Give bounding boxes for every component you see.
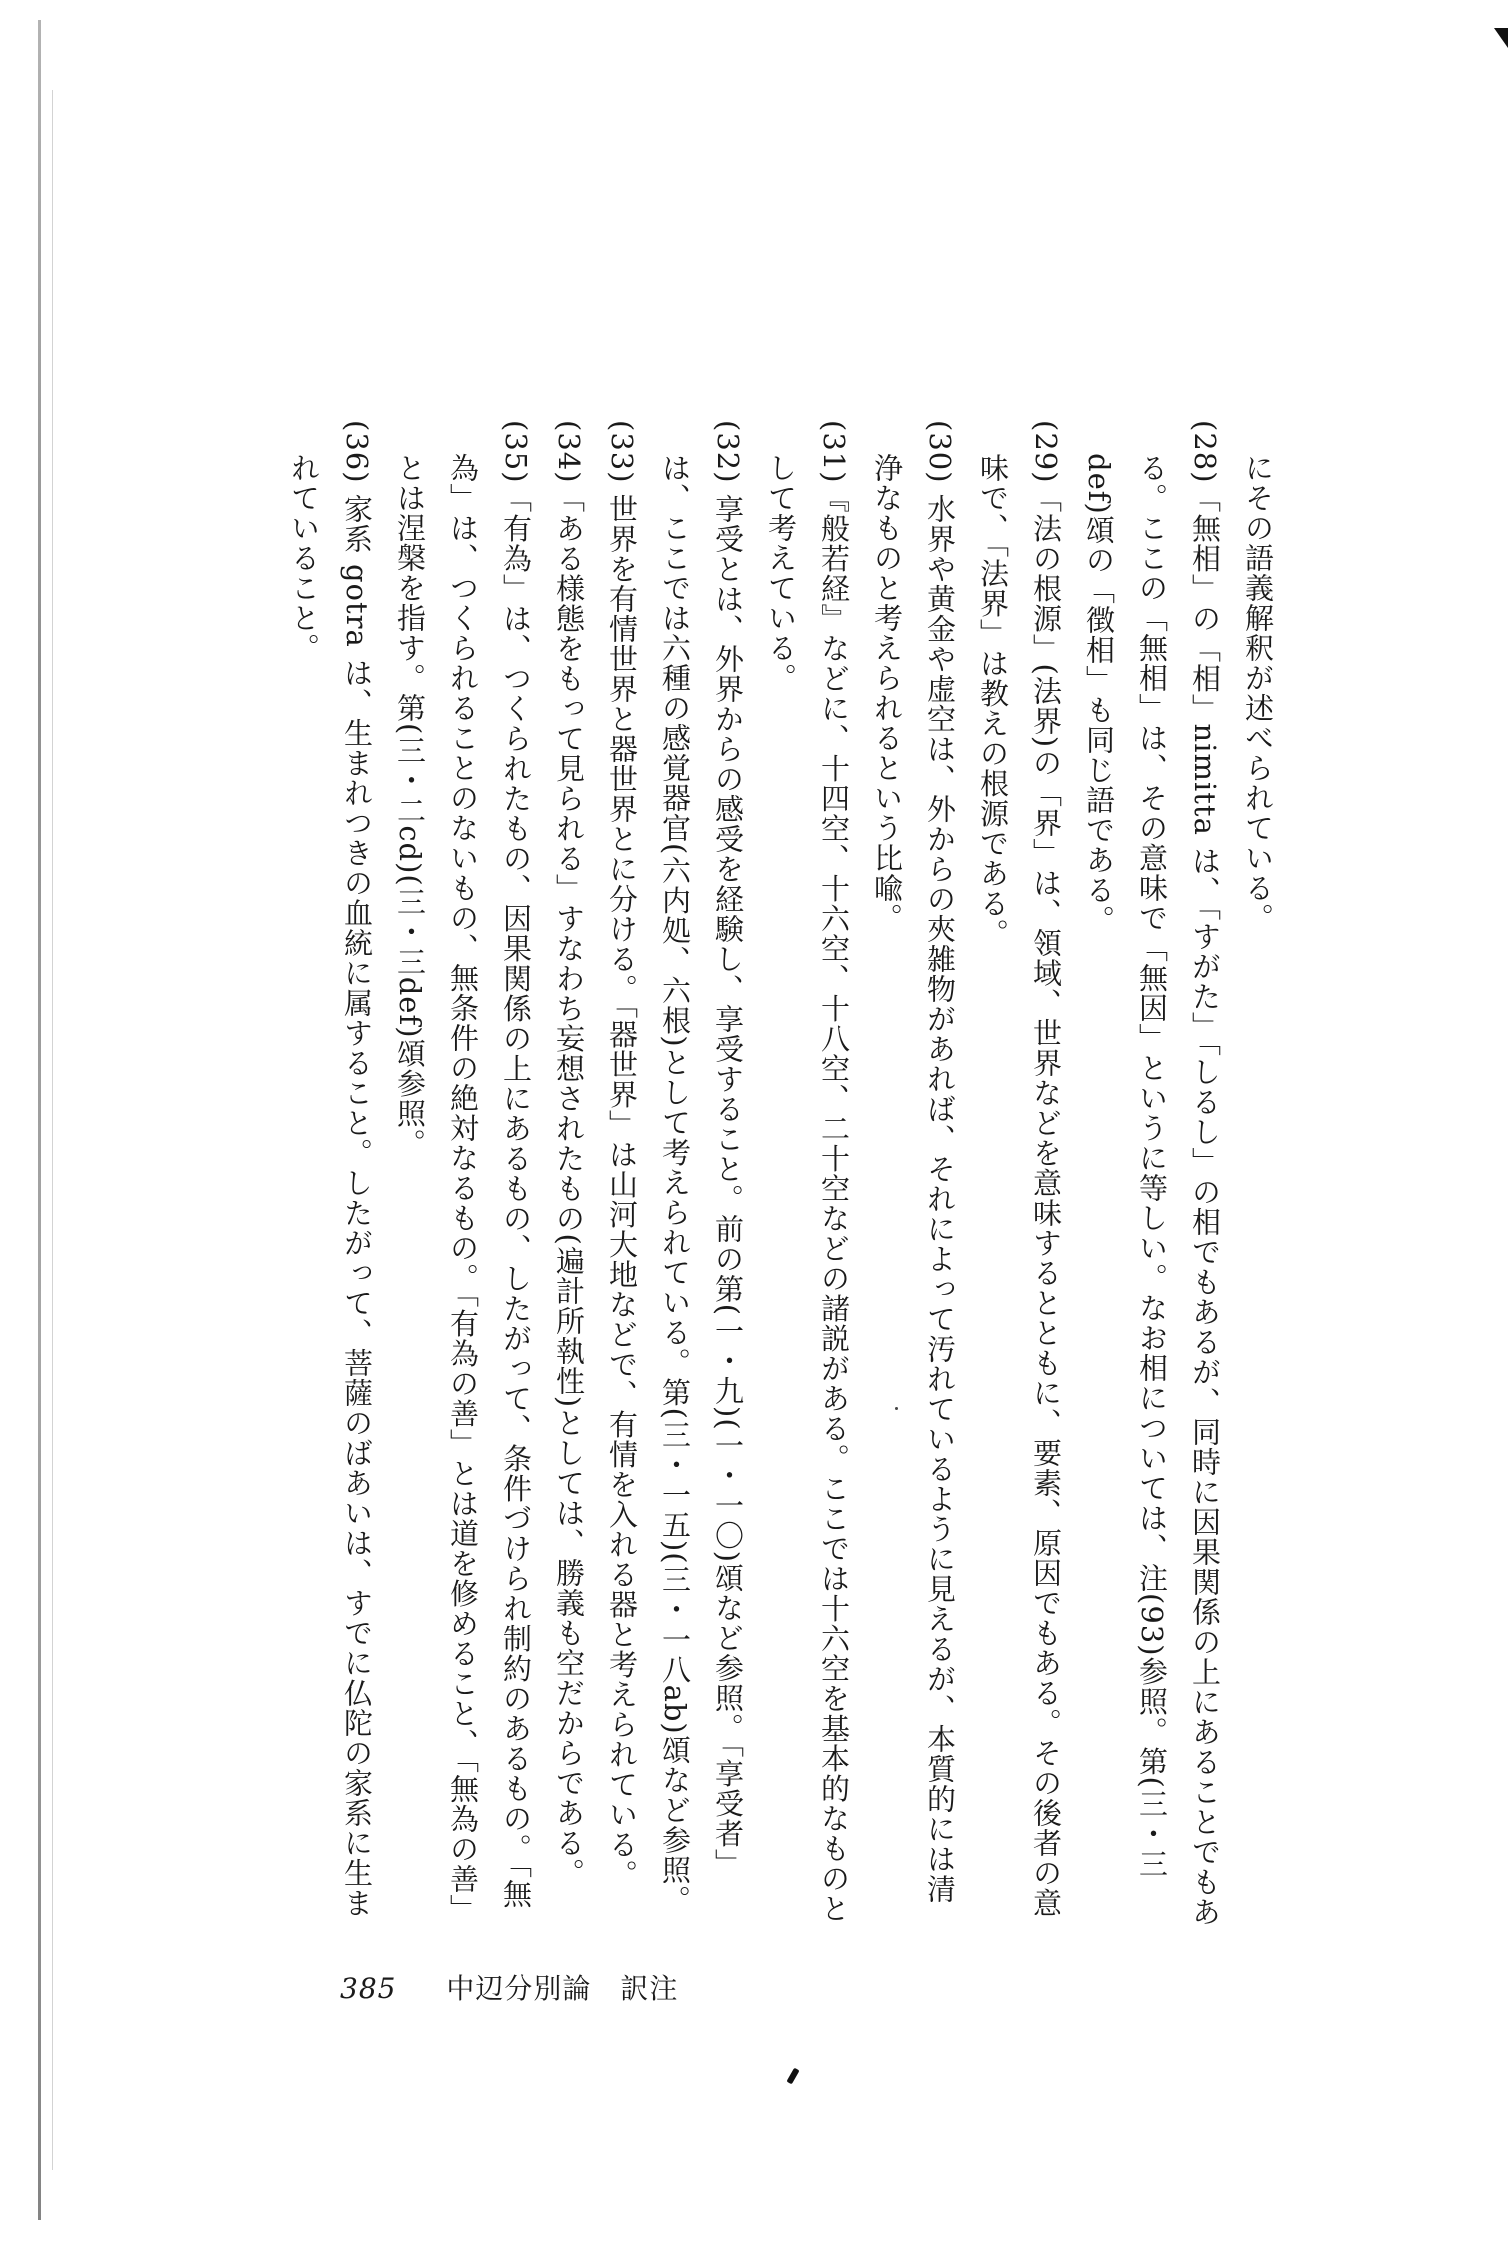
book-binding-edge [52,90,53,2170]
corner-mark-icon [1494,28,1508,48]
note-28: (28)「無相」の「相」nimitta は、「すがた」「しるし」の相でもあるが、同時に因果関係の上にあることでもある。ここの「無相」は、その意味で「無因」というに等しい。なお相については、注(93)参照。第(三・三def)頌の「徴相」も同じ語である。 [1082,420,1222,1928]
scan-dot [895,1407,898,1410]
annotation-notes [184,420,1284,1930]
note-continuation: にその語義解釈が述べられている。 [1241,453,1275,934]
note-36: (36) 家系 gotra は、生まれつきの血統に属すること。したがって、菩薩のばあいは、すでに仏陀の家系に生まれていること。 [287,420,374,1919]
page-footer [340,1967,678,2007]
note-29: (29)「法の根源」(法界)の「界」は、領域、世界などを意味するとともに、要素、原因でもある。その後者の意味で、「法界」は教えの根源である。 [976,420,1063,1919]
note-31: (31)『般若経』などに、十四空、十六空、十八空、二十空などの諸説がある。ここでは十六空を基本的なものとして考えている。 [764,420,851,1924]
note-32: (32) 享受とは、外界からの感受を経験し、享受すること。前の第(一・九)(一・一〇)頌など参照。「享受者」は、ここでは六種の感覚器官(六内処、六根)として考えられている。第(三・一五)(三・一八ab)頌など参照。 [658,420,745,1916]
running-title: 中辺分別論 訳注 [446,1972,679,2005]
note-30: (30) 水界や黄金や虚空は、外からの夾雑物があれば、それによって汚れているように見えるが、本質的には清浄なものと考えられるという比喩。 [870,420,957,1904]
note-34: (34)「ある様態をもって見られる」すなわち妄想されたもの(遍計所執性)としては、勝義も空だからである。 [552,420,586,1889]
note-35: (35)「有為」は、つくられたもの、因果関係の上にあるもの、したがって、条件づけられ制約のあるもの。「無為」は、つくられることのないもの、無条件の絶対なるもの。「有為の善」とは道を修めること、「無為の善」とは涅槃を指す。第(三・二cd)(三・三def)頌参照。 [393,420,533,1925]
note-33: (33) 世界を有情世界と器世界とに分ける。「器世界」は山河大地などで、有情を入れる器と考えられている。 [605,420,639,1890]
page-number: 385 [340,1972,397,2005]
book-binding-shadow [38,20,41,2220]
scan-speck [786,2068,799,2085]
